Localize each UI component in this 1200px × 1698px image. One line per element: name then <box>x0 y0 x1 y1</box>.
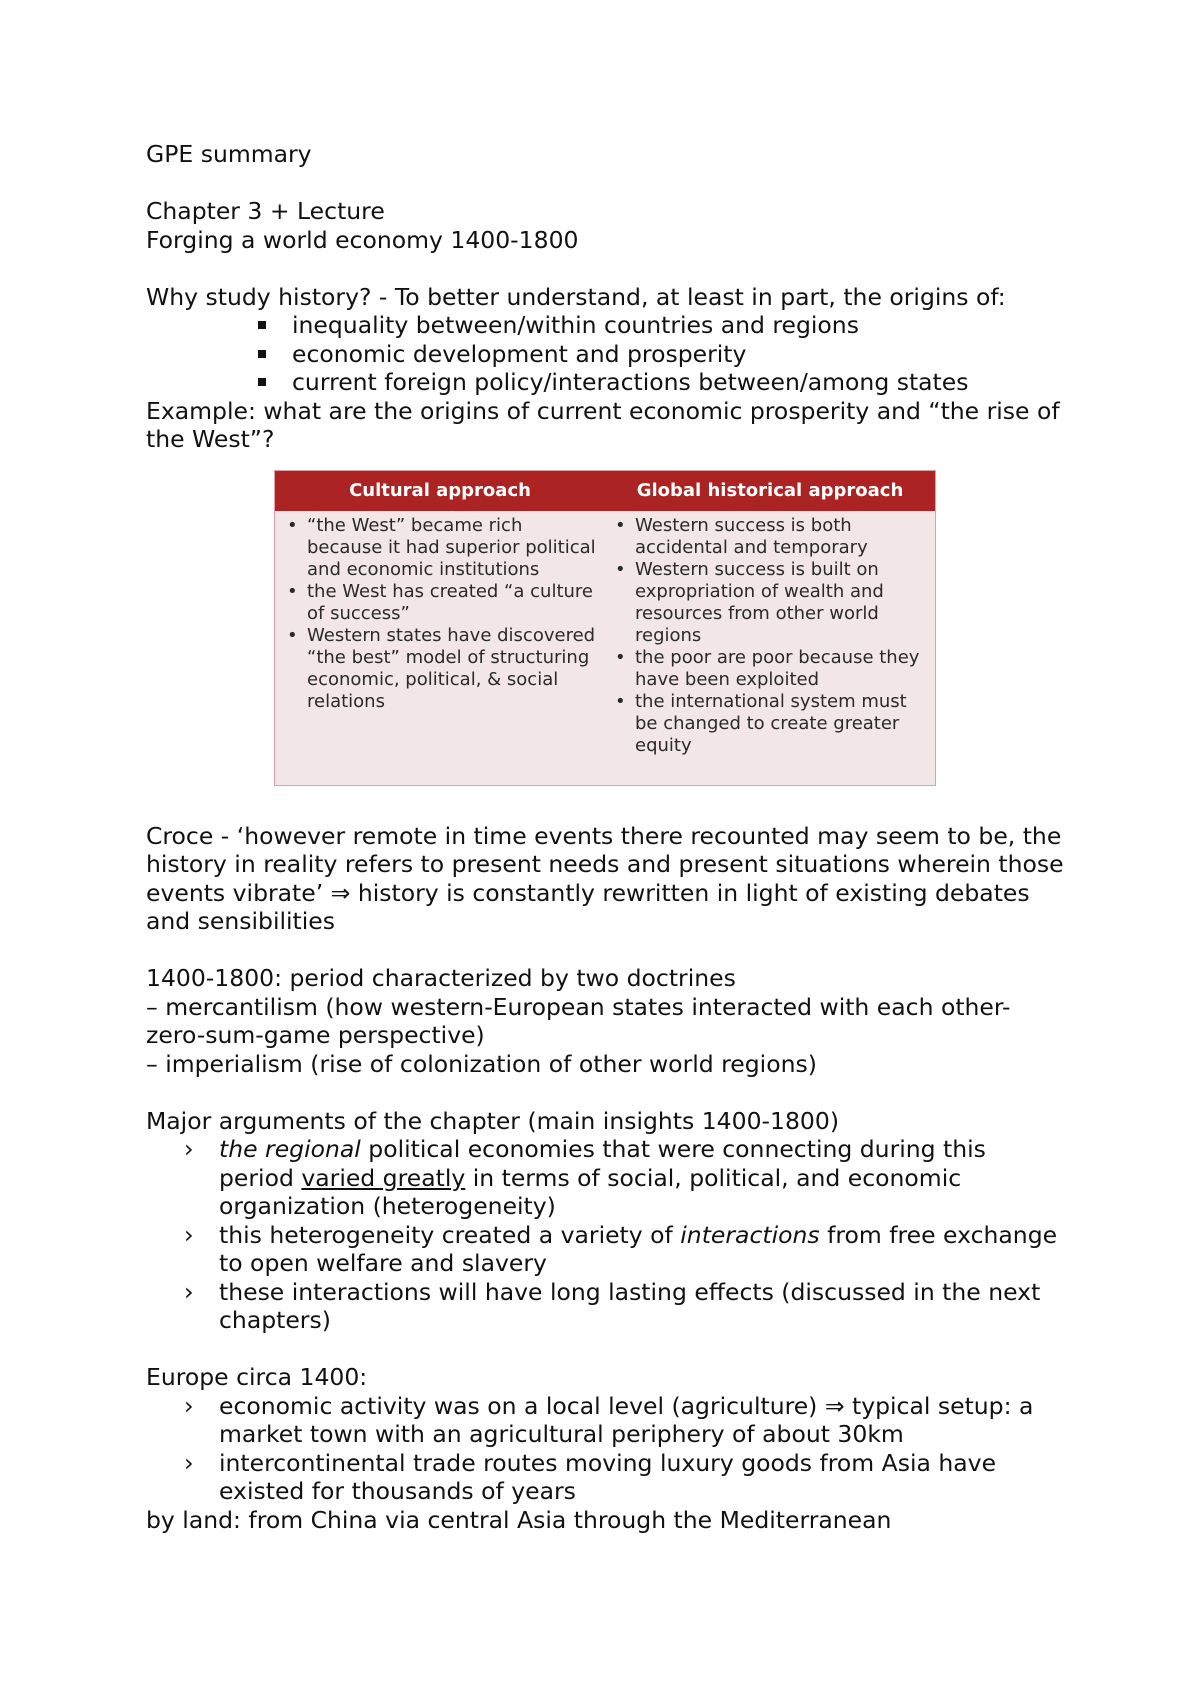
list-item: • “the West” became rich because it had superior political and economic institutions <box>281 515 601 581</box>
table-header <box>275 471 935 511</box>
global-historical-approach-header: Global historical approach <box>636 479 904 501</box>
cultural-approach-column <box>281 515 609 757</box>
list-item: › intercontinental trade routes moving luxury goods from Asia have existed for thousands of years <box>146 1449 1066 1506</box>
list-item: • the international system must be changed to create greater equity <box>609 691 929 757</box>
why-study-history: Why study history? - To better understand, at least in part, the origins of: <box>146 282 1006 311</box>
why-list <box>146 311 1066 397</box>
chapter-subtitle: Forging a world economy 1400-1800 <box>146 225 579 254</box>
major-arguments-heading: Major arguments of the chapter (main insights 1400-1800) <box>146 1106 839 1135</box>
underlined-text: varied greatly <box>301 1163 466 1192</box>
europe-list <box>146 1392 1066 1506</box>
table-body <box>275 511 935 785</box>
doc-title: GPE summary <box>146 140 312 168</box>
list-item: current foreign policy/interactions between/among states <box>146 368 1066 397</box>
list-item: inequality between/within countries and regions <box>146 311 1066 340</box>
list-item: › this heterogeneity created a variety of interactions from free exchange to open welfare and slavery <box>146 1221 1066 1278</box>
croce-quote: Croce - ‘however remote in time events there recounted may seem to be, the history in reality refers to present needs and present situations wherein those events vibrate’ ⇒ history is constantly rewritten in light of existing debates and sensibilities <box>146 821 1064 935</box>
global-historical-approach-column <box>609 515 929 757</box>
italic-text: interactions <box>680 1220 820 1249</box>
italic-text: the regional <box>219 1135 361 1163</box>
imperialism-line: – imperialism (rise of colonization of other world regions) <box>146 1049 817 1078</box>
by-land-line: by land: from China via central Asia through the Mediterranean <box>146 1505 892 1534</box>
document-page <box>146 140 1066 1534</box>
chapter-heading: Chapter 3 + Lecture <box>146 197 385 225</box>
list-item: › the regional political economies that were connecting during this period varied greatly in terms of social, political, and economic organization (heterogeneity) <box>146 1135 1066 1221</box>
list-item: • Western success is both accidental and temporary <box>609 515 929 559</box>
period-heading: 1400-1800: period characterized by two doctrines <box>146 964 736 992</box>
approach-comparison-table <box>274 470 936 786</box>
mercantilism-line: – mercantilism (how western-European states interacted with each other- zero-sum-game perspective) <box>146 992 1011 1049</box>
list-item: economic development and prosperity <box>146 340 1066 369</box>
list-item: • the poor are poor because they have been exploited <box>609 647 929 691</box>
list-item: • Western states have discovered “the best” model of structuring economic, political, & social relations <box>281 625 601 713</box>
list-item: › these interactions will have long lasting effects (discussed in the next chapters) <box>146 1278 1066 1335</box>
list-item: • Western success is built on expropriation of wealth and resources from other world regions <box>609 559 929 647</box>
europe-heading: Europe circa 1400: <box>146 1363 368 1391</box>
cultural-approach-header: Cultural approach <box>349 479 531 501</box>
list-item: • the West has created “a culture of success” <box>281 581 601 625</box>
example-paragraph: Example: what are the origins of current economic prosperity and “the rise of the West”? <box>146 396 1060 453</box>
list-item: › economic activity was on a local level (agriculture) ⇒ typical setup: a market town with an agricultural periphery of about 30km <box>146 1392 1066 1449</box>
major-arguments-list <box>146 1135 1066 1335</box>
